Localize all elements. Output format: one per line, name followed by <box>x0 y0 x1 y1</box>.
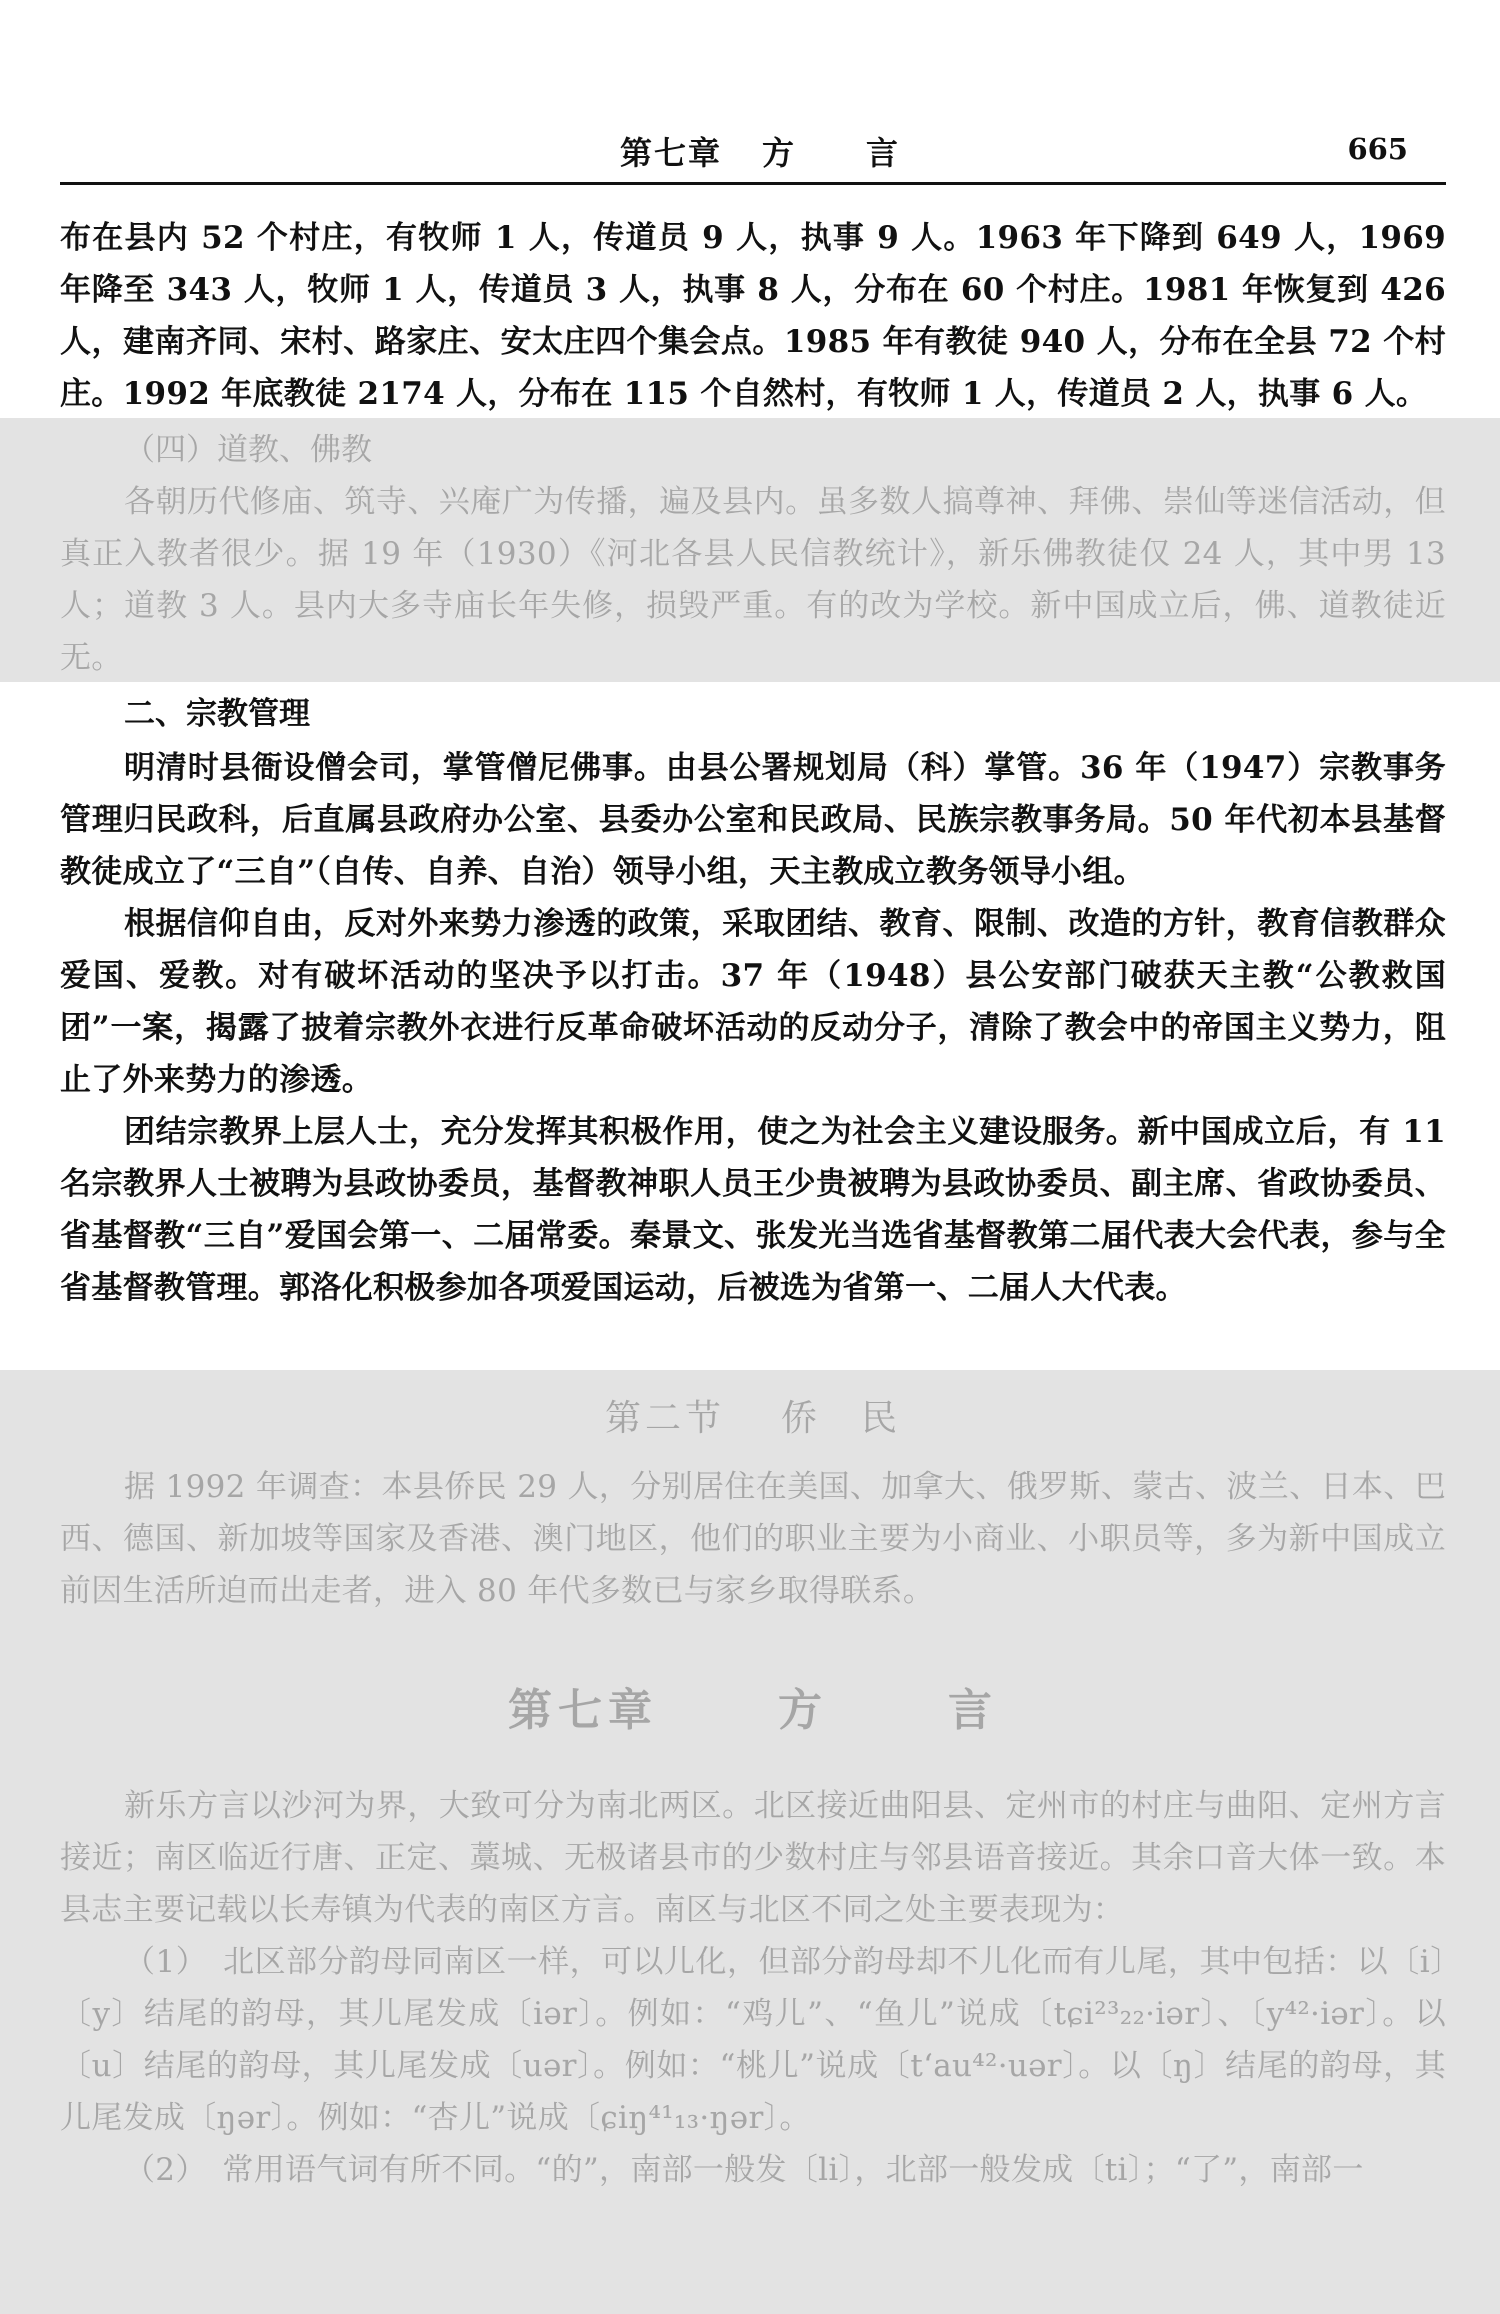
chapter-seven-label: 第七章 <box>508 1685 658 1736</box>
chapter-seven-title-part1: 方 <box>778 1685 828 1736</box>
section-four-block <box>60 424 1446 684</box>
section-two-title <box>60 1390 1446 1441</box>
page-number: 665 <box>1347 132 1408 166</box>
chapter-seven-block <box>60 1674 1446 2196</box>
section-four-heading: （四）道教、佛教 <box>124 432 372 468</box>
top-paragraph: 布在县内 52 个村庄，有牧师 1 人，传道员 9 人，执事 9 人。1963 年下降到 649 人，1969 年降至 343 人，牧师 1 人，传道员 3 人，执事 8 人，分布在 60 个村庄。1981 年恢复到 426 人，建南齐同、宋村、路家庄、安太庄四个集会点。1985 年有教徒 940 人，分布在全县 72 个村庄。1992 年底教徒 2174 人，分布在 115 个自然村，有牧师 1 人，传道员 2 人，执事 6 人。 <box>60 220 1446 412</box>
header-chapter: 第七章 <box>620 134 723 172</box>
section-two-name: 侨 民 <box>781 1398 902 1439</box>
religion-admin-paragraph-1: 明清时县衙设僧会司，掌管僧尼佛事。由县公署规划局（科）掌管。36 年（1947）宗教事务管理归民政科，后直属县政府办公室、县委办公室和民政局、民族宗教事务局。50 年代初本县基督教徒成立了“三自”（自传、自养、自治）领导小组，天主教成立教务领导小组。 <box>60 750 1446 890</box>
chapter-seven-paragraph-3: （2） 常用语气词有所不同。“的”，南部一般发〔li〕，北部一般发成〔ti〕；“了”，南部一 <box>124 2152 1364 2188</box>
header-rule <box>60 182 1446 185</box>
running-header <box>0 128 1500 178</box>
top-paragraph-block <box>60 212 1446 420</box>
section-four-paragraph: 各朝历代修庙、筑寺、兴庵广为传播，遍及县内。虽多数人搞尊神、拜佛、崇仙等迷信活动，但真正入教者很少。据 19 年（1930）《河北各县人民信教统计》，新乐佛教徒仅 24 人，其中男 13 人；道教 3 人。县内大多寺庙长年失修，损毁严重。有的改为学校。新中国成立后，佛、道教徒近无。 <box>60 484 1447 676</box>
section-two-block <box>60 1390 1446 1617</box>
running-header-title <box>620 128 940 174</box>
header-title-part1: 方 <box>762 134 797 172</box>
religion-admin-heading: 二、宗教管理 <box>124 696 310 732</box>
section-two-paragraph: 据 1992 年调查：本县侨民 29 人，分别居住在美国、加拿大、俄罗斯、蒙古、波兰、日本、巴西、德国、新加坡等国家及香港、澳门地区，他们的职业主要为小商业、小职员等，多为新中国成立前因生活所迫而出走者，进入 80 年代多数已与家乡取得联系。 <box>60 1469 1446 1609</box>
religion-admin-paragraph-2: 根据信仰自由，反对外来势力渗透的政策，采取团结、教育、限制、改造的方针，教育信教群众爱国、爱教。对有破坏活动的坚决予以打击。37 年（1948）县公安部门破获天主教“公教救国团”一案，揭露了披着宗教外衣进行反革命破坏活动的反动分子，清除了教会中的帝国主义势力，阻止了外来势力的渗透。 <box>60 906 1446 1098</box>
religion-admin-paragraph-3: 团结宗教界上层人士，充分发挥其积极作用，使之为社会主义建设服务。新中国成立后，有 11 名宗教界人士被聘为县政协委员，基督教神职人员王少贵被聘为县政协委员、副主席、省政协委员、省基督教“三自”爱国会第一、二届常委。秦景文、张发光当选省基督教第二届代表大会代表，参与全省基督教管理。郭洛化积极参加各项爱国运动，后被选为省第一、二届人大代表。 <box>60 1114 1446 1306</box>
chapter-seven-title <box>60 1674 1446 1738</box>
section-two-label: 第二节 <box>604 1398 725 1439</box>
chapter-seven-paragraph-1: 新乐方言以沙河为界，大致可分为南北两区。北区接近曲阳县、定州市的村庄与曲阳、定州方言接近；南区临近行唐、正定、藁城、无极诸县市的少数村庄与邻县语音接近。其余口音大体一致。本县志主要记载以长寿镇为代表的南区方言。南区与北区不同之处主要表现为： <box>60 1788 1446 1928</box>
religion-admin-block <box>60 688 1446 1314</box>
chapter-seven-paragraph-2: （1） 北区部分韵母同南区一样，可以儿化，但部分韵母却不儿化而有儿尾，其中包括：以〔i〕〔y〕结尾的韵母，其儿尾发成〔iər〕。例如：“鸡儿”、“鱼儿”说成〔tɕi²³₂₂·iər〕、〔y⁴²·iər〕。以〔u〕结尾的韵母，其儿尾发成〔uər〕。例如：“桃儿”说成〔tʻau⁴²·uər〕。以〔ŋ〕结尾的韵母，其儿尾发成〔ŋər〕。例如：“杏儿”说成〔ɕiŋ⁴¹₁₃·ŋər〕。 <box>60 1944 1446 2136</box>
header-title-part2: 言 <box>866 134 901 172</box>
chapter-seven-title-part2: 言 <box>948 1685 998 1736</box>
